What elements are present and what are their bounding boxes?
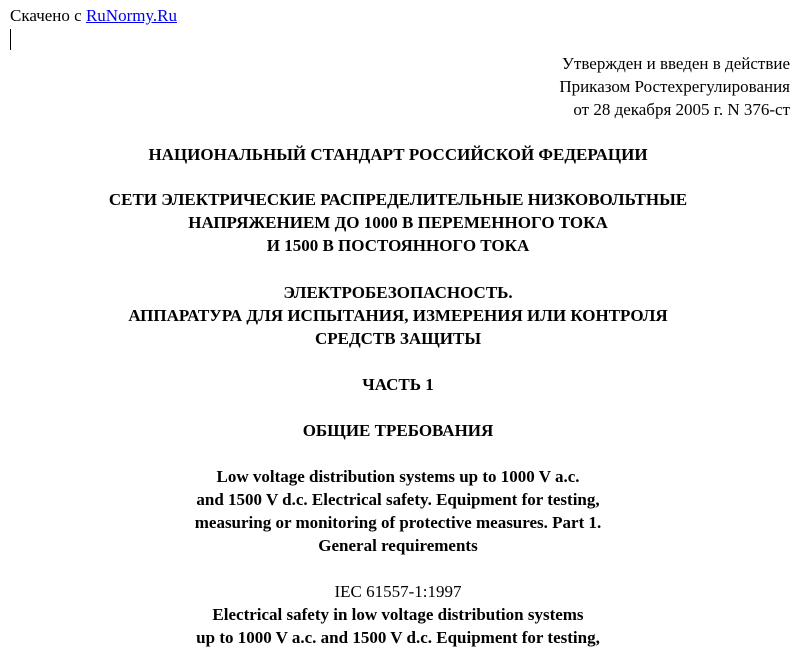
download-prefix: Скачено с (10, 6, 86, 25)
approval-block (559, 52, 790, 121)
iec-block (0, 580, 796, 649)
english-line-4: General requirements (318, 536, 478, 555)
iec-code: IEC 61557-1:1997 (334, 582, 462, 601)
subject-line-1: СЕТИ ЭЛЕКТРИЧЕСКИЕ РАСПРЕДЕЛИТЕЛЬНЫЕ НИЗКОВОЛЬТНЫЕ (108, 190, 688, 209)
subject-line-3: И 1500 В ПОСТОЯННОГО ТОКА (266, 236, 530, 255)
english-line-2: and 1500 V d.c. Electrical safety. Equipment for testing, (196, 490, 600, 509)
english-line-1: Low voltage distribution systems up to 1000 V a.c. (216, 467, 580, 486)
topic-line-1: ЭЛЕКТРОБЕЗОПАСНОСТЬ. (283, 283, 513, 302)
standard-title (0, 143, 796, 166)
iec-line-1: Electrical safety in low voltage distribution systems (212, 605, 584, 624)
runormy-link[interactable]: RuNormy.Ru (85, 6, 177, 25)
topic-line-3: СРЕДСТВ ЗАЩИТЫ (314, 329, 482, 348)
approval-line-3: от 28 декабря 2005 г. N 376-ст (573, 100, 790, 119)
topic-heading (0, 281, 796, 350)
subject-line-2: НАПРЯЖЕНИЕМ ДО 1000 В ПЕРЕМЕННОГО ТОКА (188, 213, 608, 232)
part-number (0, 373, 796, 396)
subject-heading (0, 188, 796, 257)
iec-line-2: up to 1000 V a.c. and 1500 V d.c. Equipment for testing, (196, 628, 600, 647)
approval-line-1: Утвержден и введен в действие (561, 54, 790, 73)
english-line-3: measuring or monitoring of protective measures. Part 1. (194, 513, 602, 532)
topic-line-2: АППАРАТУРА ДЛЯ ИСПЫТАНИЯ, ИЗМЕРЕНИЯ ИЛИ КОНТРОЛЯ (128, 306, 668, 325)
part-title-text: ОБЩИЕ ТРЕБОВАНИЯ (302, 421, 494, 440)
text-cursor (10, 29, 11, 50)
approval-line-2: Приказом Ростехрегулирования (559, 77, 790, 96)
part-title (0, 419, 796, 442)
standard-title-text: НАЦИОНАЛЬНЫЙ СТАНДАРТ РОССИЙСКОЙ ФЕДЕРАЦИИ (148, 145, 648, 164)
part-number-text: ЧАСТЬ 1 (362, 375, 434, 394)
download-source-line (10, 6, 177, 26)
english-title (0, 465, 796, 557)
